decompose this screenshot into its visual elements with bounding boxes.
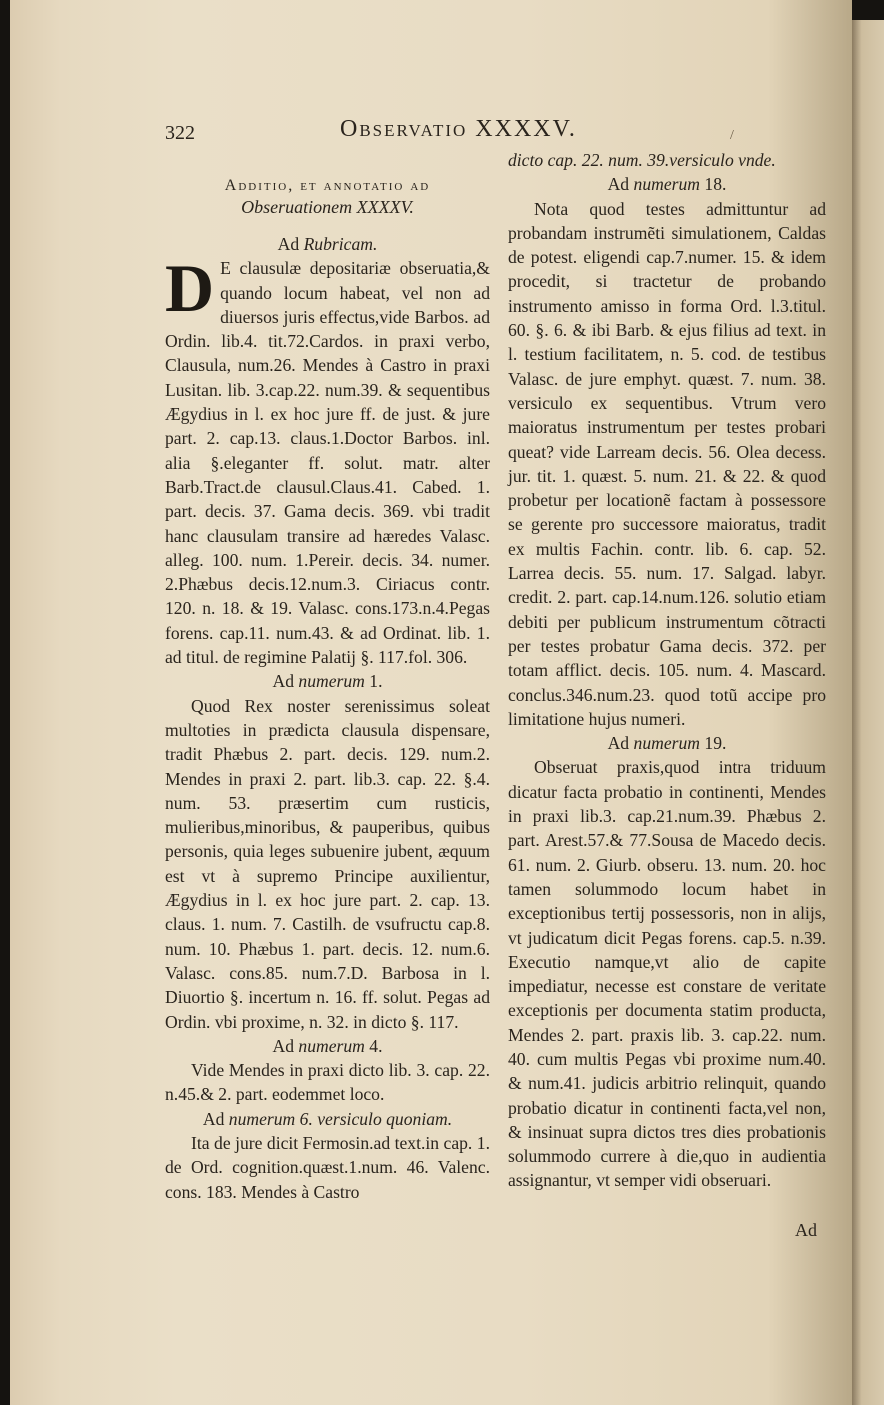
heading-numerum-18 xyxy=(508,172,826,196)
ink-mark: / xyxy=(730,128,734,143)
heading-italic: numerum 6. versiculo quoniam. xyxy=(228,1108,453,1129)
heading-number: 1. xyxy=(369,671,383,692)
paragraph-numerum-18: Nota quod testes admittuntur ad probandam instrumẽti simulationem, Caldas de potest. eligendi cap.7.numer. 15. & idem procedit, si tractetur de probando instrumento amisso in forma Ord. l.3.titul. 60. §. 6. & ibi Barb. & ejus filius ad text. in l. testium facilitatem, n. 5. cod. de testibus Valasc. de jure emphyt. quæst. 7. num. 38. versiculo ex sequentibus. Vtrum vero maioratus instrumentum per testes probari queat? vide Larream decis. 56. Olea decess. jur. tit. 1. quæst. 5. num. 21. & 22. & quod probetur per locationẽ factam à possessore se gerente pro successore maioratus, tradit ex multis Fachin. contr. lib. 6. cap. 52. Larrea decis. 55. num. 17. Salgad. labyr. credit. 2. part. cap.14.num.126. solutio etiam debiti per publicum instrumentum cõtracti per testes probatur Gama decis. 372. per totam afflict. decis. 105. num. 4. Mascard. conclus.346.num.23. quod totũ accipe pro limitatione hujus numeri. xyxy=(508,198,826,729)
heading-numerum-4 xyxy=(165,1034,490,1058)
page-header xyxy=(165,116,825,148)
heading-prefix: Ad xyxy=(202,1108,225,1129)
right-column xyxy=(508,148,826,1193)
drop-cap: D xyxy=(165,250,215,327)
next-page-edge xyxy=(852,20,884,1405)
heading-italic: Rubricam. xyxy=(303,234,378,254)
running-title: Observatio XXXXV. xyxy=(340,116,577,142)
paragraph-continuation: dicto cap. 22. num. 39.versiculo vnde. xyxy=(508,150,776,170)
heading-italic: numerum xyxy=(298,671,365,692)
paragraph-numerum-19: Obseruat praxis,quod intra triduum dicatur facta probatio in continenti, Mendes in praxi lib.3. cap.21.num.39. Phæbus 2. part. Arest.57.& 77.Sousa de Macedo decis. 61. num. 2. Giurb. obseru. 13. num. 20. hoc tamen solummodo locum habet in exceptionibus tertij possessoris, non in alijs, vt judicatum dicit Pegas forens. cap.5. n.39. Executio namque,vt alio de capite impediatur, necesse est constare de veritate exceptionis per documenta statim producta, Mendes 2. part. praxis lib. 3. cap.22. num. 40. cum multis Pegas vbi proxime num.40. & num.41. judicis arbitrio relinquit, quando probatio dicatur in continenti facta,vel non, & insinuat supra dictos tres dies probationis solummodo currere à die,quo in audientia assignantur, vt semper vidi obseruari. xyxy=(508,757,826,1191)
left-column xyxy=(165,148,490,1204)
heading-numerum-6 xyxy=(165,1107,490,1131)
paragraph-numerum-1: Quod Rex noster serenissimus soleat multoties in prædicta clausula dispensare, tradit Phæbus 2. part. decis. 129. num.2. Mendes in praxi 2. part. lib.3. cap. 22. §.4. num. 53. præsertim cum rusticis, mulieribus,minoribus, & pauperibus, quibus personis, quia leges subuenire jubent, æquum est vt à supremo Principe auxilientur, Ægydius in l. ex hoc jure part. 2. cap. 13. claus. 1. num. 7. Castilh. de vsufructu cap.8. num. 10. Phæbus 1. part. decis. 12. num.6. Valasc. cons.85. num.7.D. Barbosa in l. Diuortio §. incertum n. 16. ff. solut. Pegas ad Ordin. vbi proxime, n. 32. in dicto §. 117. xyxy=(165,695,490,1032)
heading-prefix: Ad xyxy=(607,733,630,754)
page-number: 322 xyxy=(165,122,195,144)
paragraph-numerum-4: Vide Mendes in praxi dicto lib. 3. cap. 22. n.45.& 2. part. eodemmet loco. xyxy=(165,1060,490,1105)
heading-prefix: Ad xyxy=(272,1035,295,1056)
heading-prefix: Ad xyxy=(607,174,630,195)
heading-italic: numerum xyxy=(633,733,700,754)
paragraph-numerum-6: Ita de jure dicit Fermosin.ad text.in cap. 1. de Ord. cognition.quæst.1.num. 46. Valenc. cons. 183. Mendes à Castro xyxy=(165,1132,490,1202)
catchword: Ad xyxy=(795,1220,817,1240)
heading-numerum-19 xyxy=(508,731,826,755)
addition-title: Additio, et annotatio ad xyxy=(224,177,431,194)
heading-numerum-1 xyxy=(165,669,490,693)
heading-italic: numerum xyxy=(633,174,700,195)
first-paragraph xyxy=(165,250,490,669)
heading-prefix: Ad xyxy=(277,234,300,254)
paragraph-rubric: E clausulæ depositariæ obseruatia,& quando locum habeat, vel non ad diuersos juris effectus,vide Barbos. ad Ordin. lib.4. tit.72.Cardos. in praxi verbo, Clausula, num.26. Mendes à Castro in praxi Lusitan. lib. 3.cap.22. num.39. & sequentibus Ægydius in l. ex hoc jure ff. de just. & jure part. 2. cap.13. claus.1.Doctor Barbos. inl. alia §.eleganter ff. solut. matr. alter Barb.Tract.de clausul.Claus.41. Cabed. 1. part. decis. 37. Gama decis. 369. vbi tradit hanc clausulam transire ad hæredes Valasc. alleg. 100. num. 1.Pereir. decis. 34. numer. 2.Phæbus decis.12.num.3. Ciriacus contr. 120. n. 18. & 19. Valasc. cons.173.n.4.Pegas forens. cap.11. num.43. & ad Ordinat. lib. 1. ad titul. de regimine Palatij §. 117.fol. 306. xyxy=(165,258,490,668)
heading-number: 4. xyxy=(369,1035,383,1056)
heading-number: 18. xyxy=(704,174,727,195)
heading-prefix: Ad xyxy=(272,671,295,692)
heading-italic: numerum xyxy=(298,1035,365,1056)
addition-subtitle: Obseruationem XXXXV. xyxy=(241,197,414,217)
heading-number: 19. xyxy=(704,733,727,754)
